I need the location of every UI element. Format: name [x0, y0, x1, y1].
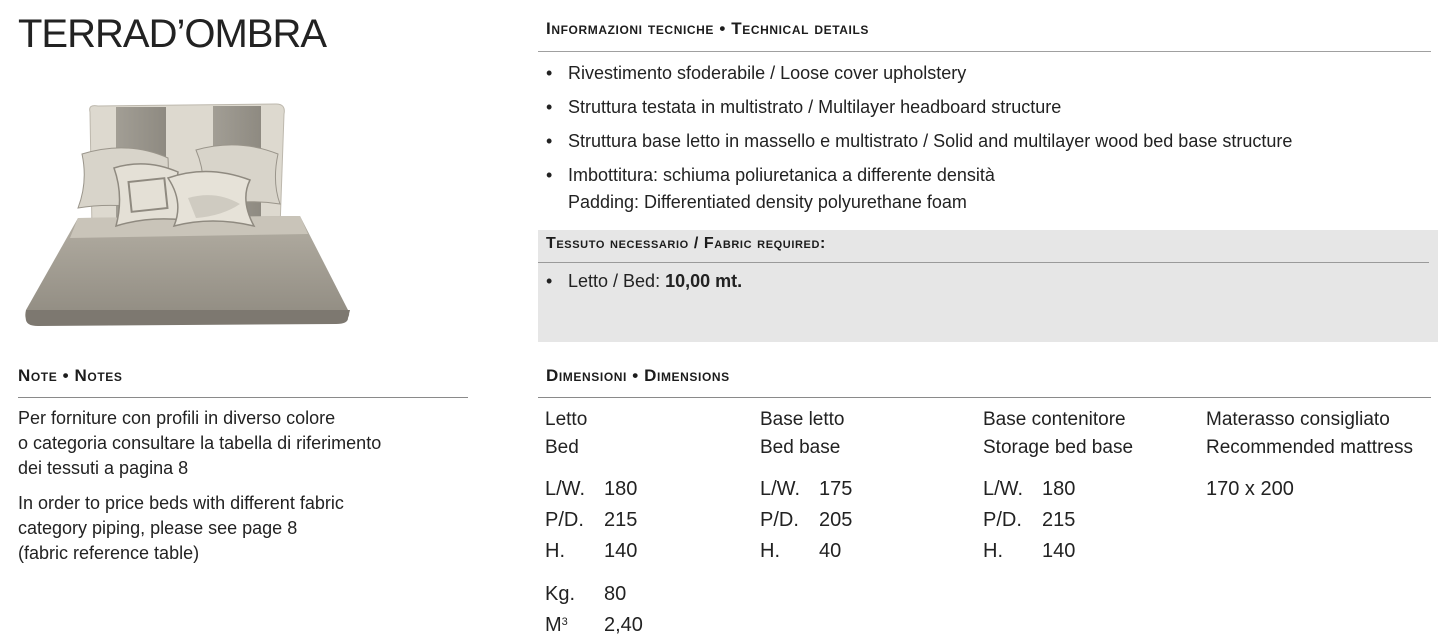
volume-label: M [545, 614, 562, 636]
weight-value: 80 [604, 583, 627, 605]
dimension-label: P/D. [760, 509, 799, 531]
notes-line: (fabric reference table) [18, 543, 200, 563]
notes-line: In order to price beds with different fabric [18, 493, 344, 513]
dimensions-column-storage-base [983, 406, 1133, 567]
dimension-label: P/D. [983, 509, 1022, 531]
notes-divider [18, 397, 468, 398]
dimension-label: L/W. [983, 478, 1024, 500]
dimensions-column-mattress [1206, 406, 1413, 505]
technical-item-text: Imbottitura: schiuma poliuretanica a differente densità [568, 165, 995, 185]
dimension-label: H. [545, 540, 565, 562]
column-title-en: Bed base [760, 437, 841, 458]
dimension-row [983, 474, 1133, 505]
dimension-label: H. [983, 540, 1003, 562]
notes-paragraph-it [18, 406, 468, 481]
dimension-row [545, 474, 643, 505]
technical-heading: Informazioni tecniche • Technical details [546, 19, 869, 38]
dimension-row [760, 474, 852, 505]
dimension-row [545, 505, 643, 536]
dimension-value: 215 [604, 509, 638, 531]
notes-heading: Note • Notes [18, 366, 123, 385]
technical-item: • Imbottitura: schiuma poliuretanica a differente densità Padding: Differentiated density polyurethane foam [546, 162, 995, 216]
fabric-item-label: Letto / Bed: [568, 271, 666, 291]
notes-paragraph-en [18, 491, 468, 566]
dimension-row [983, 505, 1133, 536]
weight-label: Kg. [545, 583, 576, 605]
dimensions-column-bed-base [760, 406, 852, 567]
dimension-value: 215 [1042, 509, 1076, 531]
volume-unit-superscript: 3 [561, 616, 568, 628]
volume-row [545, 610, 643, 641]
technical-item-text: Struttura base letto in massello e multistrato / Solid and multilayer wood bed base structure [568, 131, 1293, 151]
technical-divider [538, 51, 1431, 52]
technical-item-continuation: Padding: Differentiated density polyurethane foam [568, 192, 967, 212]
fabric-item-value: 10,00 mt. [665, 271, 743, 291]
column-title-it: Letto [545, 409, 588, 430]
dimensions-column-bed [545, 406, 643, 641]
fabric-item: • Letto / Bed: 10,00 mt. [546, 271, 743, 291]
column-title-it: Materasso consigliato [1206, 409, 1390, 430]
technical-item: • Rivestimento sfoderabile / Loose cover upholstery [546, 63, 967, 83]
column-title-en: Bed [545, 437, 579, 458]
dimension-value: 180 [1042, 478, 1076, 500]
dimension-value: 205 [819, 509, 853, 531]
mattress-size: 170 x 200 [1206, 478, 1294, 500]
dimension-row [760, 505, 852, 536]
weight-row [545, 579, 643, 610]
technical-item: • Struttura base letto in massello e multistrato / Solid and multilayer wood bed base structure [546, 131, 1293, 151]
dimension-label: L/W. [760, 478, 801, 500]
dimension-value: 140 [604, 540, 638, 562]
dimension-row [983, 536, 1133, 567]
dimension-value: 180 [604, 478, 638, 500]
dimension-label: L/W. [545, 478, 586, 500]
notes-line: Per forniture con profili in diverso colore [18, 408, 336, 428]
volume-value: 2,40 [604, 614, 643, 636]
dimension-value: 40 [819, 540, 842, 562]
technical-item-text: Rivestimento sfoderabile / Loose cover upholstery [568, 63, 967, 83]
dimension-value: 175 [819, 478, 853, 500]
dimension-row [545, 536, 643, 567]
notes-line: category piping, please see page 8 [18, 518, 298, 538]
fabric-heading: Tessuto necessario / Fabric required: [546, 235, 826, 252]
column-title-it: Base contenitore [983, 409, 1126, 430]
notes-line: o categoria consultare la tabella di riferimento [18, 433, 382, 453]
product-title: TERRAD’OMBRA [18, 12, 327, 56]
column-title-en: Recommended mattress [1206, 437, 1413, 458]
dimensions-heading: Dimensioni • Dimensions [546, 366, 730, 385]
dimension-label: P/D. [545, 509, 584, 531]
technical-item: • Struttura testata in multistrato / Multilayer headboard structure [546, 97, 1062, 117]
dimension-value: 140 [1042, 540, 1076, 562]
column-title-it: Base letto [760, 409, 845, 430]
dimension-label: H. [760, 540, 780, 562]
dimension-row [760, 536, 852, 567]
dimensions-divider [538, 397, 1431, 398]
bed-image [18, 98, 358, 330]
column-title-en: Storage bed base [983, 437, 1134, 458]
technical-item-text: Struttura testata in multistrato / Multilayer headboard structure [568, 97, 1062, 117]
notes-line: dei tessuti a pagina 8 [18, 458, 189, 478]
fabric-divider [538, 262, 1429, 263]
